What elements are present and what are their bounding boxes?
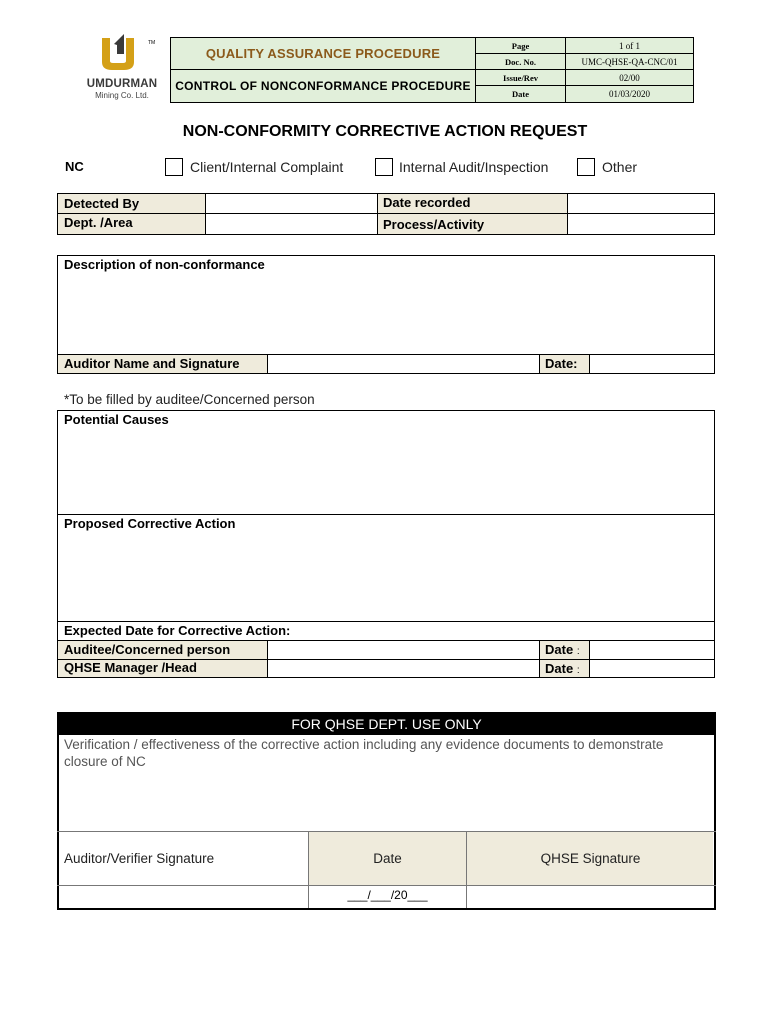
logo-name: UMDURMAN — [86, 78, 158, 90]
expected-date-label: Expected Date for Corrective Action: — [64, 623, 291, 638]
potential-causes-field[interactable] — [58, 430, 714, 513]
auditor-signature-label: Auditor Name and Signature — [64, 356, 240, 371]
qhse-date-label: Date — [373, 851, 402, 866]
verification-field[interactable] — [59, 775, 714, 831]
auditor-date-field[interactable] — [590, 355, 714, 373]
proposed-action-label: Proposed Corrective Action — [64, 516, 236, 531]
logo-mark-icon — [94, 32, 142, 72]
process-activity-label: Process/Activity — [383, 217, 485, 232]
qhse-signature-label: QHSE Signature — [540, 851, 641, 866]
action-divider — [57, 621, 715, 622]
qhse-manager-signature-field[interactable] — [268, 660, 539, 677]
qhse-manager-date-field[interactable] — [590, 660, 714, 677]
client-complaint-checkbox[interactable] — [165, 158, 183, 176]
meta-key-issue-rev: Issue/Rev — [476, 70, 566, 86]
qa-procedure-title: QUALITY ASSURANCE PROCEDURE — [171, 38, 476, 70]
detected-by-label: Detected By — [64, 196, 140, 211]
qhse-header: FOR QHSE DEPT. USE ONLY — [58, 713, 715, 735]
nc-label: NC — [65, 159, 84, 174]
description-label: Description of non-conformance — [64, 257, 265, 272]
auditor-signature-field[interactable] — [268, 355, 539, 373]
qhse-manager-label: QHSE Manager /Head — [64, 660, 197, 675]
meta-key-date: Date — [476, 86, 566, 103]
internal-audit-label: Internal Audit/Inspection — [399, 159, 549, 175]
other-label: Other — [602, 159, 638, 175]
qhse-signature-field[interactable] — [467, 886, 714, 908]
meta-value-doc-no: UMC-QHSE-QA-CNC/01 — [566, 54, 694, 70]
internal-audit-checkbox[interactable] — [375, 158, 393, 176]
verification-text: Verification / effectiveness of the corrective action including any evidence documents to demonstrate closure of NC — [64, 737, 664, 769]
qhse-divider-1 — [57, 831, 716, 832]
auditee-label: Auditee/Concerned person — [64, 642, 231, 657]
qhse-date-blank[interactable]: ___/___/20___ — [347, 888, 428, 902]
control-procedure-title: CONTROL OF NONCONFORMANCE PROCEDURE — [171, 70, 476, 103]
auditor-verifier-signature-label: Auditor/Verifier Signature — [64, 851, 215, 866]
auditee-date-field[interactable] — [590, 641, 714, 659]
causes-divider — [57, 514, 715, 515]
detected-by-field[interactable] — [206, 194, 377, 213]
meta-value-page: 1 of 1 — [566, 38, 694, 54]
proposed-action-field[interactable] — [58, 534, 714, 620]
auditor-col-divider-2 — [539, 354, 540, 374]
document-header-table — [170, 37, 694, 103]
auditee-date-label: Date : — [545, 642, 580, 657]
form-title: NON-CONFORMITY CORRECTIVE ACTION REQUEST — [182, 123, 588, 140]
auditee-signature-field[interactable] — [268, 641, 539, 659]
qhse-manager-date-label: Date : — [545, 661, 580, 676]
meta-key-doc-no: Doc. No. — [476, 54, 566, 70]
dept-area-label: Dept. /Area — [64, 215, 133, 230]
description-field[interactable] — [58, 275, 714, 353]
auditor-verifier-signature-field[interactable] — [59, 886, 308, 908]
date-recorded-field[interactable] — [568, 194, 714, 213]
auditor-date-label: Date: — [545, 356, 578, 371]
other-checkbox[interactable] — [577, 158, 595, 176]
logo-subtitle: Mining Co. Ltd. — [95, 91, 149, 100]
client-complaint-label: Client/Internal Complaint — [190, 159, 344, 175]
meta-key-page: Page — [476, 38, 566, 54]
company-logo — [80, 32, 168, 104]
meta-value-issue-rev: 02/00 — [566, 70, 694, 86]
process-activity-field[interactable] — [568, 214, 714, 234]
meta-value-date: 01/03/2020 — [566, 86, 694, 103]
signoff-col-divider-2 — [539, 640, 540, 678]
auditee-note: *To be filled by auditee/Concerned person — [64, 392, 315, 407]
potential-causes-label: Potential Causes — [64, 412, 169, 427]
trademark-mark: TM — [148, 40, 156, 46]
date-recorded-label: Date recorded — [383, 195, 471, 210]
detection-col-divider-2 — [377, 193, 378, 235]
dept-area-field[interactable] — [206, 214, 377, 234]
